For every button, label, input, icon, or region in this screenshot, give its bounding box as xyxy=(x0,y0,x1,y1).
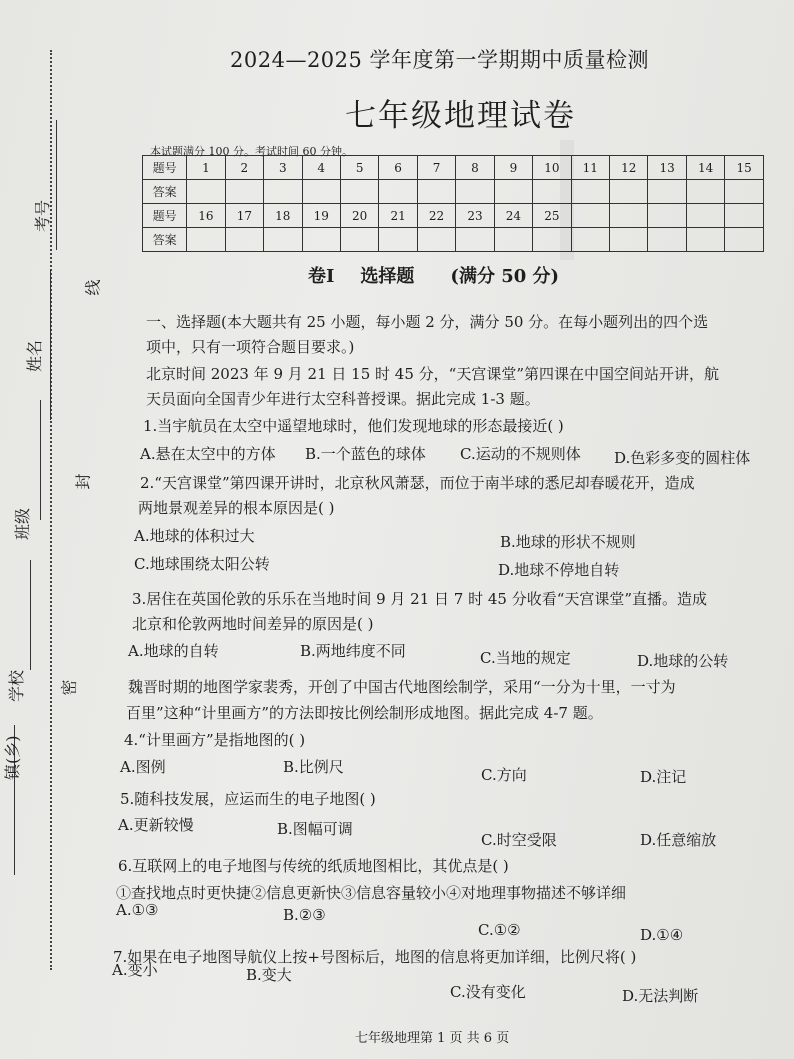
answer-cell[interactable] xyxy=(302,180,340,204)
question-line: B.地球的形状不规则 xyxy=(500,533,636,551)
question-line: 天员面向全国青少年进行太空科普授课。据此完成 1-3 题。 xyxy=(146,390,540,408)
school-label: 学校 xyxy=(7,669,26,702)
question-line: 6.互联网上的电子地图与传统的纸质地图相比，其优点是( ) xyxy=(118,857,509,875)
exam-title-line1: 2024—2025 学年度第一学期期中质量检测 xyxy=(230,48,650,72)
seal-char-line: 线 xyxy=(83,279,103,296)
answer-label: 答案 xyxy=(143,228,187,252)
question-line: B.两地纬度不同 xyxy=(300,642,406,660)
question-number: 6 xyxy=(379,156,417,180)
question-number-label: 题号 xyxy=(143,204,187,228)
question-number: 20 xyxy=(340,204,378,228)
question-line: 7.如果在电子地图导航仪上按+号图标后，地图的信息将更加详细，比例尺将( ) xyxy=(113,948,637,966)
answer-cell[interactable] xyxy=(340,228,378,252)
question-number: 12 xyxy=(610,156,648,180)
question-line: D.注记 xyxy=(640,768,687,786)
question-line: B.一个蓝色的球体 xyxy=(305,445,426,463)
answer-cell[interactable] xyxy=(340,180,378,204)
question-number: 5 xyxy=(340,156,378,180)
question-number xyxy=(610,204,648,228)
question-number: 7 xyxy=(417,156,455,180)
question-line: D.地球不停地自转 xyxy=(498,561,620,579)
question-number xyxy=(648,204,686,228)
question-number: 8 xyxy=(456,156,494,180)
school-blank xyxy=(30,560,31,670)
answer-cell[interactable] xyxy=(533,180,571,204)
question-number xyxy=(686,204,724,228)
question-number: 15 xyxy=(725,156,764,180)
answer-cell[interactable] xyxy=(494,180,532,204)
answer-cell[interactable] xyxy=(302,228,340,252)
class-label: 班级 xyxy=(13,507,32,540)
answer-cell[interactable] xyxy=(571,180,609,204)
question-line: A.地球的自转 xyxy=(128,642,219,660)
section-title xyxy=(308,262,559,288)
question-number: 4 xyxy=(302,156,340,180)
answer-cell[interactable] xyxy=(725,228,764,252)
question-number: 24 xyxy=(494,204,532,228)
answer-cell[interactable] xyxy=(456,228,494,252)
question-number: 19 xyxy=(302,204,340,228)
exam-no-label: 考号 xyxy=(33,199,52,232)
town-label: 镇(乡) xyxy=(3,735,22,780)
answer-cell[interactable] xyxy=(417,180,455,204)
exam-note: 本试题满分 100 分。考试时间 60 分钟。 xyxy=(150,145,353,158)
answer-cell[interactable] xyxy=(648,228,686,252)
question-line: 4.“计里画方”是指地图的( ) xyxy=(124,731,306,749)
answer-cell[interactable] xyxy=(686,228,724,252)
question-line: C.地球围绕太阳公转 xyxy=(134,555,270,573)
name-label: 姓名 xyxy=(25,339,44,372)
answer-cell[interactable] xyxy=(379,180,417,204)
binding-strip xyxy=(0,0,110,1059)
question-number-label: 题号 xyxy=(143,156,187,180)
answer-cell[interactable] xyxy=(417,228,455,252)
question-number: 16 xyxy=(187,204,225,228)
question-number: 10 xyxy=(533,156,571,180)
question-line: 2.“天宫课堂”第四课开讲时，北京秋风萧瑟，而位于南半球的悉尼却春暖花开，造成 xyxy=(140,474,695,492)
question-line: C.方向 xyxy=(481,766,527,784)
question-line: 项中，只有一项符合题目要求。) xyxy=(146,338,355,356)
question-line: A.地球的体积过大 xyxy=(134,527,255,545)
question-number: 11 xyxy=(571,156,609,180)
answer-cell[interactable] xyxy=(456,180,494,204)
question-line: A.变小 xyxy=(112,961,158,979)
question-line: 一、选择题(本大题共有 25 小题，每小题 2 分，满分 50 分。在每小题列出的四个选 xyxy=(146,313,709,331)
question-number: 3 xyxy=(264,156,302,180)
question-line: A.①③ xyxy=(116,901,159,919)
question-number xyxy=(725,204,764,228)
question-line: D.色彩多变的圆柱体 xyxy=(614,449,751,467)
answer-cell[interactable] xyxy=(686,180,724,204)
table-row xyxy=(143,204,764,228)
class-blank xyxy=(40,400,41,520)
question-line: B.比例尺 xyxy=(283,758,344,776)
question-line: D.地球的公转 xyxy=(637,652,729,670)
section-score: (满分 50 分) xyxy=(450,266,560,287)
seal-char-secret: 密 xyxy=(59,679,79,696)
question-line: A.图例 xyxy=(120,758,166,776)
question-line: B.②③ xyxy=(283,906,326,924)
section-part: 卷Ⅰ xyxy=(308,266,335,287)
question-number: 23 xyxy=(456,204,494,228)
question-line: C.①② xyxy=(478,921,521,939)
question-line: C.时空受限 xyxy=(481,831,557,849)
exam-title: 七年级地理试卷 xyxy=(345,98,576,134)
question-line: 百里”这种“计里画方”的方法即按比例绘制形成地图。据此完成 4-7 题。 xyxy=(126,704,603,722)
question-number: 14 xyxy=(686,156,724,180)
question-line: 两地景观差异的根本原因是( ) xyxy=(138,499,335,517)
page-footer: 七年级地理第 1 页 共 6 页 xyxy=(355,1031,510,1046)
seal-dotted-line xyxy=(50,50,52,970)
seal-char-seal: 封 xyxy=(73,473,93,490)
table-row xyxy=(143,228,764,252)
question-line: C.没有变化 xyxy=(450,983,526,1001)
answer-cell[interactable] xyxy=(225,228,263,252)
question-number: 25 xyxy=(533,204,571,228)
question-line: 北京时间 2023 年 9 月 21 日 15 时 45 分，“天宫课堂”第四课在中国空间站开讲，航 xyxy=(146,365,719,383)
question-line: 3.居住在英国伦敦的乐乐在当地时间 9 月 21 日 7 时 45 分收看“天宫课堂”直播。造成 xyxy=(132,590,708,608)
question-line: A.更新较慢 xyxy=(118,816,194,834)
answer-cell[interactable] xyxy=(648,180,686,204)
answer-cell[interactable] xyxy=(187,228,225,252)
question-line: A.悬在太空中的方体 xyxy=(140,445,276,463)
answer-cell[interactable] xyxy=(187,180,225,204)
answer-cell[interactable] xyxy=(379,228,417,252)
answer-cell[interactable] xyxy=(610,228,648,252)
question-number: 18 xyxy=(264,204,302,228)
answer-cell[interactable] xyxy=(533,228,571,252)
question-number: 17 xyxy=(225,204,263,228)
answer-cell[interactable] xyxy=(264,180,302,204)
question-line: D.任意缩放 xyxy=(640,831,717,849)
answer-cell[interactable] xyxy=(225,180,263,204)
table-row xyxy=(143,156,764,180)
question-line: D.无法判断 xyxy=(622,987,699,1005)
answer-cell[interactable] xyxy=(264,228,302,252)
answer-cell[interactable] xyxy=(494,228,532,252)
question-line: 1.当宇航员在太空中遥望地球时，他们发现地球的形态最接近( ) xyxy=(143,417,564,435)
question-line: C.运动的不规则体 xyxy=(460,445,581,463)
question-number: 1 xyxy=(187,156,225,180)
answer-cell[interactable] xyxy=(725,180,764,204)
answer-cell[interactable] xyxy=(571,228,609,252)
question-line: ①查找地点时更快捷②信息更新快③信息容量较小④对地理事物描述不够详细 xyxy=(116,884,627,902)
question-line: 5.随科技发展，应运而生的电子地图( ) xyxy=(120,790,376,808)
exam-no-blank xyxy=(56,120,57,250)
question-line: B.变大 xyxy=(246,966,292,984)
question-number xyxy=(571,204,609,228)
answer-cell[interactable] xyxy=(610,180,648,204)
question-number: 9 xyxy=(494,156,532,180)
question-number: 21 xyxy=(379,204,417,228)
question-line: C.当地的规定 xyxy=(480,649,571,667)
question-number: 13 xyxy=(648,156,686,180)
table-row xyxy=(143,180,764,204)
question-line: 北京和伦敦两地时间差异的原因是( ) xyxy=(132,615,374,633)
question-number: 2 xyxy=(225,156,263,180)
question-number: 22 xyxy=(417,204,455,228)
name-blank xyxy=(50,270,51,420)
answer-label: 答案 xyxy=(143,180,187,204)
question-line: D.①④ xyxy=(640,926,684,944)
answer-table xyxy=(142,155,764,252)
question-line: 魏晋时期的地图学家裴秀，开创了中国古代地图绘制学，采用“一分为十里，一寸为 xyxy=(128,678,676,696)
question-line: B.图幅可调 xyxy=(277,820,353,838)
section-name: 选择题 xyxy=(360,266,415,287)
